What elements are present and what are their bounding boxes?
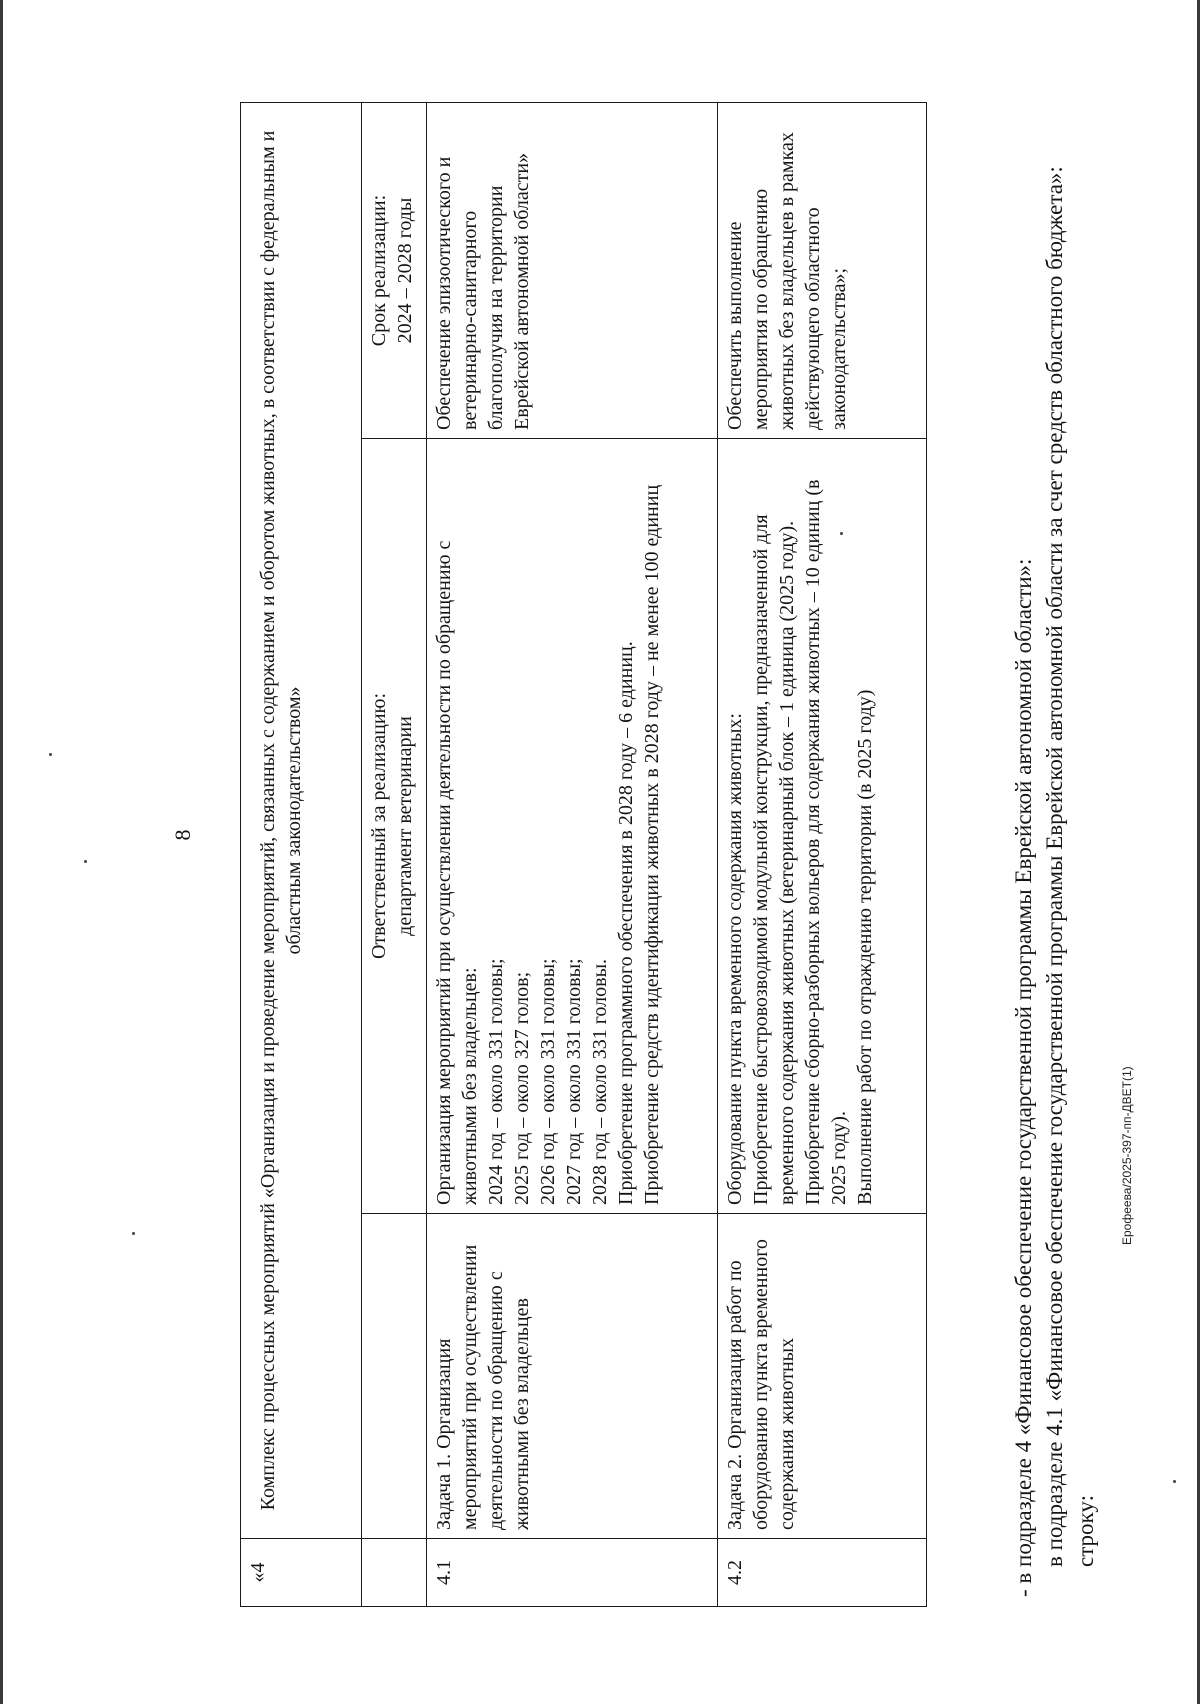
result-cell: Обеспечение эпизоотического и ветеринарно-санитарного благополучия на территории Еврейской автономной области»: [427, 103, 718, 439]
row-number: 4.2: [718, 1539, 927, 1607]
table-subheader-row: [362, 103, 427, 1607]
term-cell: [362, 103, 427, 439]
page-number: 8: [170, 829, 195, 841]
table-header-row: [241, 103, 362, 1607]
measures-cell: [718, 439, 927, 1214]
measure-line: 2025 год – около 327 голов;: [511, 971, 533, 1205]
footer-line-subsection-4-1: в подразделе 4.1 «Финансовое обеспечение государственной программы Еврейской автономной области за счет средств областного бюджета»:: [1042, 166, 1067, 1567]
scan-speck: [84, 860, 87, 863]
rotated-page-content: [170, 103, 1185, 1607]
program-table: [240, 102, 927, 1607]
table-row: [427, 103, 718, 1607]
measure-line: Организация мероприятий при осуществлении деятельности по обращению с животными без владельцев:: [433, 540, 481, 1205]
measure-line: Приобретение сборно-разборных вольеров для содержания животных – 10 единиц (в 2025 году).: [802, 479, 850, 1205]
responsible-label: Ответственный за реализацию:: [368, 692, 390, 960]
row-number: 4.1: [427, 1539, 718, 1607]
scan-speck: [49, 753, 52, 756]
term-value: 2024 – 2028 годы: [394, 197, 416, 344]
measure-line: 2026 год – около 331 головы;: [537, 958, 559, 1205]
measure-line: Приобретение быстровозводимой модульной конструкции, предназначенной для временного содержания животных (ветеринарный блок – 1 единица (2025 году).: [750, 514, 798, 1205]
footer-line-row-label: строку:: [1073, 1495, 1098, 1567]
measure-line: Оборудование пункта временного содержания животных:: [724, 713, 746, 1205]
task-cell: Задача 1. Организация мероприятий при осуществлении деятельности по обращению с животными без владельцев: [427, 1214, 718, 1539]
footer-text: [1008, 103, 1101, 1607]
measures-cell: [427, 439, 718, 1214]
empty-cell: [362, 1214, 427, 1539]
result-cell: Обеспечить выполнение мероприятия по обращению животных без владельцев в рамках действующего областного законодательства»;: [718, 103, 927, 439]
task-cell: Задача 2. Организация работ по оборудованию пункта временного содержания животных: [718, 1214, 927, 1539]
footer-line-subsection-4: - в подразделе 4 «Финансовое обеспечение государственной программы Еврейской автономной области»:: [1011, 558, 1036, 1597]
section-title: Комплекс процессных мероприятий «Организация и проведение мероприятий, связанных с содержанием и оборотом животных, в соответствии с федеральным и областным законодательством»: [257, 130, 305, 1511]
table-row: [718, 103, 927, 1607]
measure-line: 2028 год – около 331 головы.: [589, 958, 611, 1205]
scan-speck: [132, 1232, 135, 1235]
measure-line: Выполнение работ по отраждению территории (в 2025 году): [854, 689, 876, 1205]
section-number: «4: [247, 1562, 269, 1583]
responsible-value: департамент ветеринарии: [394, 716, 416, 936]
term-label: Срок реализации:: [368, 194, 390, 347]
section-title-cell: [241, 103, 362, 1539]
measure-line: 2027 год – около 331 головы;: [563, 958, 585, 1205]
document-code: Ерофеева/2025-397-пп-ДВЕТ(1): [1120, 1066, 1134, 1245]
measure-line: Приобретение средств идентификации животных в 2028 году – не менее 100 единиц: [641, 484, 663, 1205]
responsible-cell: [362, 439, 427, 1214]
empty-cell: [362, 1539, 427, 1607]
section-number-cell: [241, 1539, 362, 1607]
scan-edge-left: [0, 0, 3, 1704]
measure-line: Приобретение программного обеспечения в 2028 году – 6 единиц.: [615, 641, 637, 1205]
measure-line: 2024 год – около 331 головы;: [485, 958, 507, 1205]
